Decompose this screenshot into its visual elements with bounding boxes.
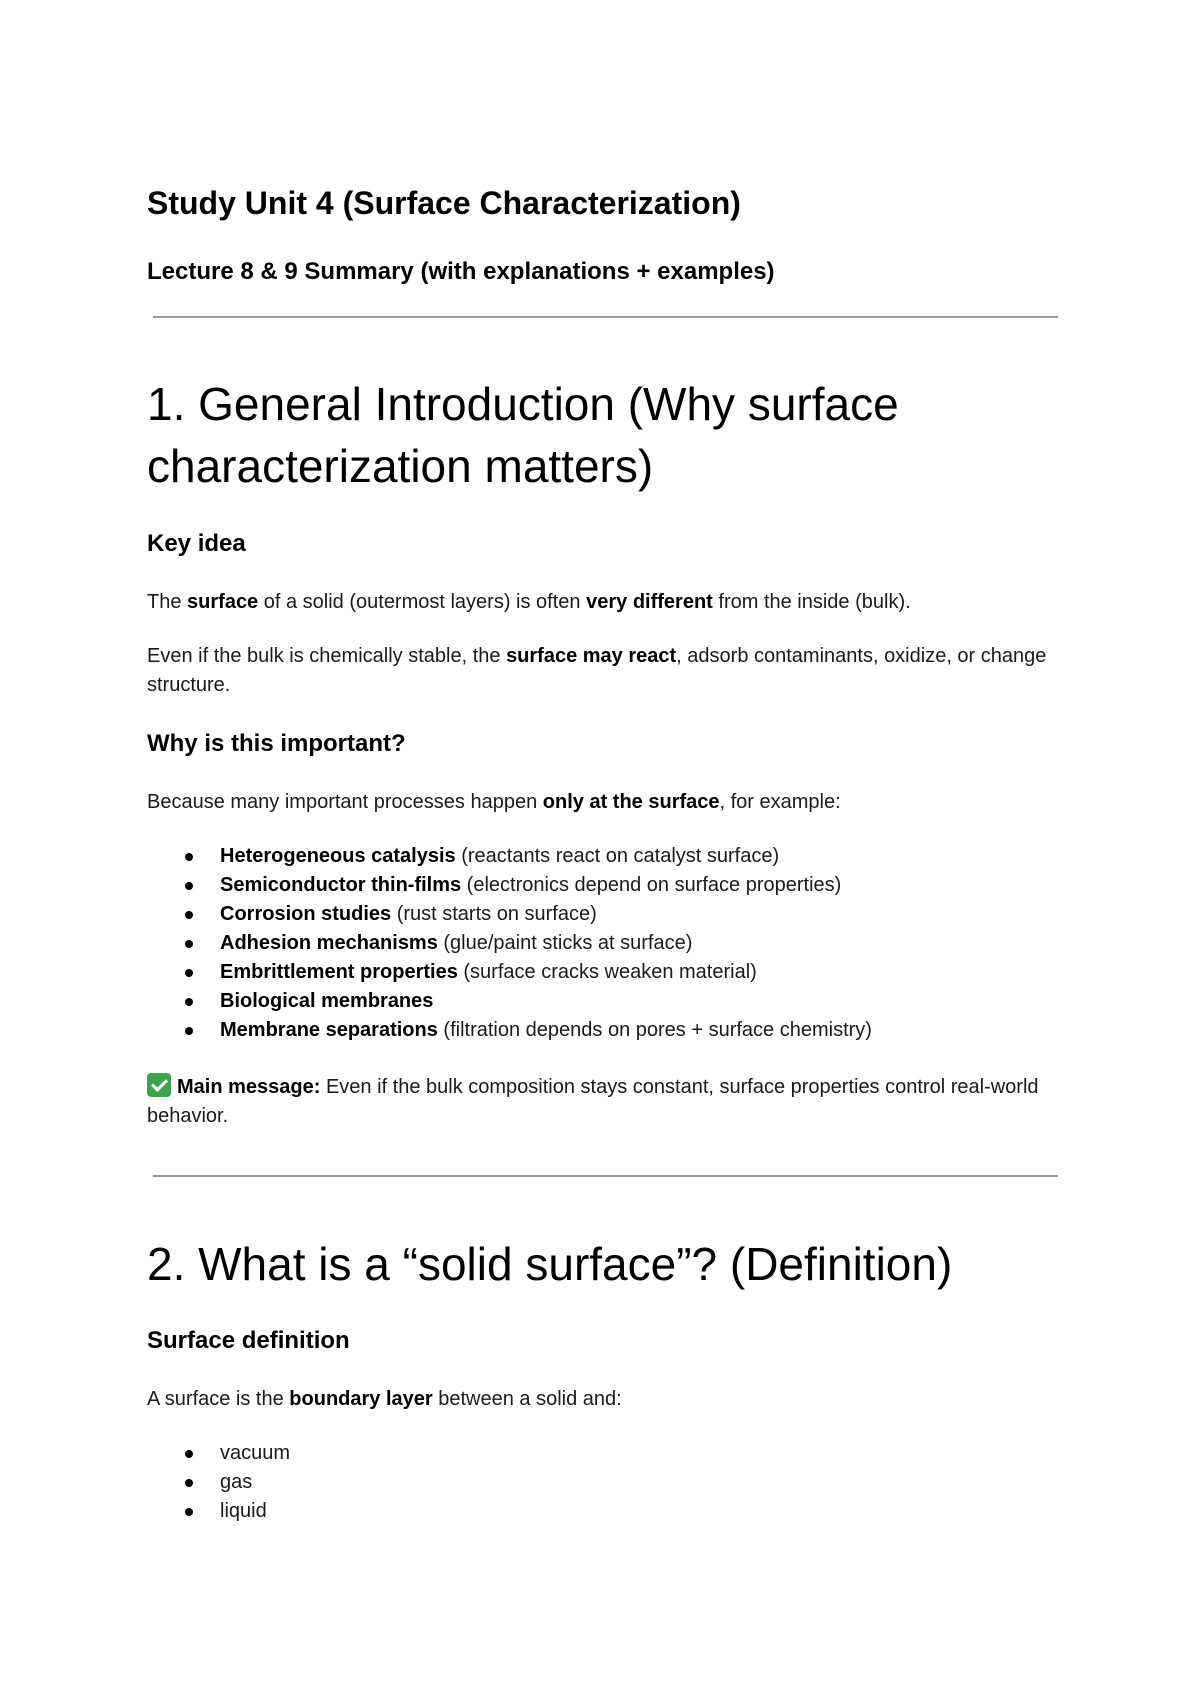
bold-text-run: only at the surface (542, 791, 720, 813)
bold-text-run: surface (187, 591, 259, 613)
text-run: , adsorb contaminants, oxidize, or change structure. (147, 645, 1047, 696)
text-run: from the inside (bulk). (712, 591, 911, 613)
bulk-stability-paragraph (147, 642, 1059, 700)
surface-paragraph (147, 588, 1059, 617)
bullet-icon (185, 882, 193, 890)
bold-text-run: surface may react (506, 645, 677, 667)
boundary-media-list (147, 1439, 290, 1526)
list-item-text: vacuum (220, 1442, 291, 1464)
list-item-detail: (surface cracks weaken material) (457, 961, 757, 983)
bullet-icon (185, 969, 193, 977)
bold-text-run: boundary layer (289, 1388, 433, 1410)
bullet-icon (185, 1508, 193, 1516)
horizontal-rule (153, 316, 1058, 318)
list-item (147, 1468, 290, 1497)
surface-definition-heading: Surface definition (147, 1327, 350, 1354)
bold-text-run: very different (586, 591, 713, 613)
list-item-detail: (rust starts on surface) (391, 903, 597, 925)
text-run: , for example: (719, 791, 841, 813)
list-item (147, 900, 872, 929)
list-item-detail: (reactants react on catalyst surface) (455, 845, 780, 867)
main-message-label: Main message: (177, 1076, 321, 1098)
bullet-icon (185, 1027, 193, 1035)
bullet-icon (185, 853, 193, 861)
list-item-detail: (electronics depend on surface properties) (461, 874, 842, 896)
list-item-term: Semiconductor thin-films (220, 874, 462, 896)
boundary-paragraph (147, 1385, 1059, 1414)
list-item (147, 987, 872, 1016)
check-mark-icon (147, 1073, 171, 1097)
why-important-heading: Why is this important? (147, 730, 406, 757)
list-item (147, 1497, 290, 1526)
document-title: Study Unit 4 (Surface Characterization) (147, 185, 741, 221)
list-item-detail: (filtration depends on pores + surface chemistry) (437, 1019, 872, 1041)
list-item-term: Heterogeneous catalysis (220, 845, 456, 867)
list-item (147, 871, 872, 900)
section-1-heading: 1. General Introduction (Why surface characterization matters) (147, 378, 899, 492)
list-item-detail: (glue/paint sticks at surface) (437, 932, 693, 954)
text-run: between a solid and: (432, 1388, 622, 1410)
key-idea-heading: Key idea (147, 530, 246, 557)
text-run: Because many important processes happen (147, 791, 543, 813)
main-message-text: Even if the bulk composition stays constant, surface properties control real-world behavior. (147, 1076, 1039, 1127)
text-run: The (147, 591, 188, 613)
bullet-icon (185, 940, 193, 948)
bullet-icon (185, 998, 193, 1006)
list-item-term: Corrosion studies (220, 903, 392, 925)
main-message-paragraph (147, 1073, 1059, 1131)
list-item (147, 842, 872, 871)
list-item-text: gas (220, 1471, 253, 1493)
bullet-icon (185, 1450, 193, 1458)
list-item-term: Adhesion mechanisms (220, 932, 438, 954)
process-list (147, 842, 872, 1045)
list-item (147, 1439, 290, 1468)
list-item (147, 1016, 872, 1045)
list-item (147, 958, 872, 987)
document-subtitle: Lecture 8 & 9 Summary (with explanations + examples) (147, 258, 775, 285)
text-run: A surface is the (147, 1388, 290, 1410)
list-item-term: Embrittlement properties (220, 961, 458, 983)
bullet-icon (185, 1479, 193, 1487)
list-item-term: Biological membranes (220, 990, 434, 1012)
text-run: of a solid (outermost layers) is often (258, 591, 587, 613)
list-item-term: Membrane separations (220, 1019, 438, 1041)
horizontal-rule (153, 1175, 1058, 1177)
list-item (147, 929, 872, 958)
processes-intro-paragraph (147, 788, 1059, 817)
bullet-icon (185, 911, 193, 919)
list-item-text: liquid (220, 1500, 267, 1522)
text-run: Even if the bulk is chemically stable, the (147, 645, 507, 667)
section-2-heading: 2. What is a “solid surface”? (Definition) (147, 1238, 953, 1290)
